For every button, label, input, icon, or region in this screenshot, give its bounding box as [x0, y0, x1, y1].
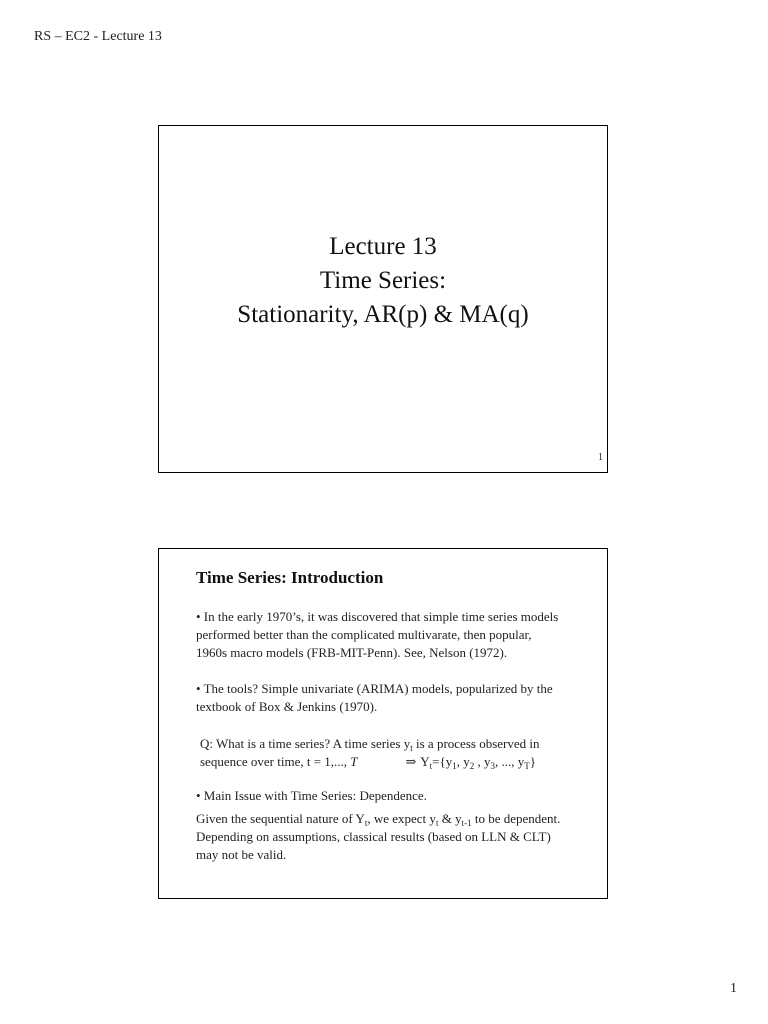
slide-content [196, 567, 593, 864]
subscript: t [435, 818, 439, 828]
subscript: 2 [469, 761, 475, 771]
implies-symbol: ⇒ [405, 754, 417, 769]
title-line: Time Series: [319, 267, 447, 294]
subscript: t [410, 743, 413, 753]
text-line: 1960s macro models (FRB-MIT-Penn). See, Nelson (1972). [196, 645, 508, 660]
page-number: 1 [730, 981, 737, 996]
text-line: may not be valid. [196, 847, 287, 862]
title-line: Lecture 13 [329, 233, 437, 260]
text-run: to be dependent. [471, 811, 561, 826]
text-run: Q: What is a time series? A time series y [200, 736, 411, 751]
bullet-paragraph [196, 608, 593, 662]
subscript: 1 [452, 761, 457, 771]
text-line: • In the early 1970’s, it was discovered that simple time series models [196, 609, 559, 624]
slide-heading: Time Series: Introduction [196, 568, 384, 587]
bullet-paragraph [196, 680, 593, 716]
text-line: textbook of Box & Jenkins (1970). [196, 699, 378, 714]
subscript: t [364, 818, 368, 828]
bullet-paragraph: • Main Issue with Time Series: Dependence. [196, 788, 427, 803]
subscript: T [524, 761, 530, 771]
text-run: & y [438, 811, 462, 826]
text-run: ={y [432, 754, 453, 769]
text-run: , ..., y [494, 754, 525, 769]
text-run: } [529, 754, 536, 769]
text-line: performed better than the complicated multivarate, then popular, [196, 627, 532, 642]
slide-title [158, 125, 608, 473]
slide-introduction [158, 548, 608, 899]
lecture-title [159, 230, 607, 332]
text-line: • The tools? Simple univariate (ARIMA) models, popularized by the [196, 681, 553, 696]
title-line: Stationarity, AR(p) & MA(q) [237, 301, 529, 328]
text-run: , y [474, 754, 491, 769]
text-run: , we expect y [367, 811, 436, 826]
question-paragraph [196, 735, 593, 771]
text-run: , y [456, 754, 470, 769]
subscript: t [429, 761, 433, 771]
text-run: Y [420, 754, 430, 769]
page-header: RS – EC2 - Lecture 13 [34, 29, 162, 44]
slide-number: 1 [598, 452, 603, 463]
text-run: is a process observed in [412, 736, 540, 751]
closing-paragraph [196, 810, 593, 864]
text-run: sequence over time, t = 1,..., [200, 754, 351, 769]
text-run: T [350, 754, 358, 769]
subscript: 3 [490, 761, 495, 771]
text-run: Given the sequential nature of Y [196, 811, 365, 826]
text-line: Depending on assumptions, classical results (based on LLN & CLT) [196, 829, 551, 844]
subscript: t-1 [461, 818, 472, 828]
